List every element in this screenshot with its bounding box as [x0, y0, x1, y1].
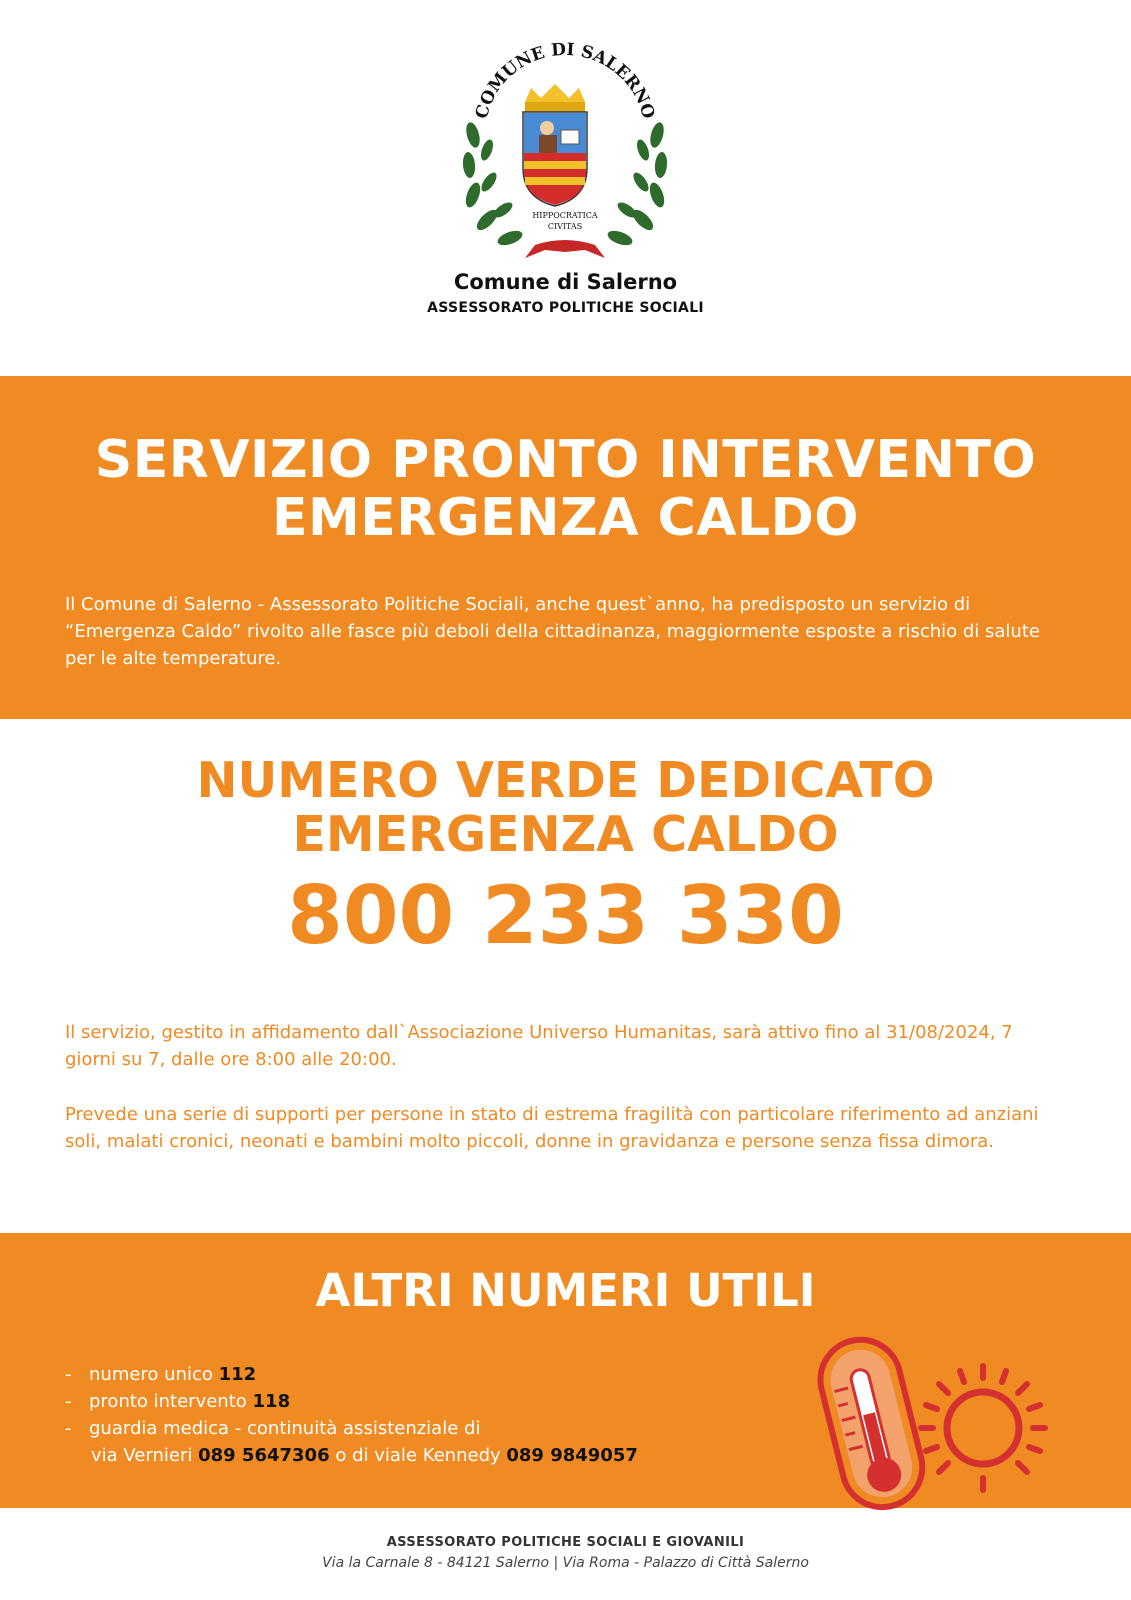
service-intro-text: Il Comune di Salerno - Assessorato Politiche Sociali, anche quest`anno, ha predisposto un servizio di “Emergenza Caldo” rivolto alle fasce più deboli della cittadinanza, maggiormente esposte a rischio di salute per le alte temperature.: [65, 594, 1040, 669]
list-dash: -: [65, 1391, 72, 1412]
header: [0, 0, 1131, 375]
service-support-text: Prevede una serie di supporti per persone in stato di estrema fragilità con particolare riferimento ad anziani soli, malati cronici, neonati e bambini molto piccoli, donne in gravidanza e persone senza fissa dimora.: [65, 1104, 1039, 1152]
list-item: [65, 1442, 785, 1469]
org-department: ASSESSORATO POLITICHE SOCIALI: [427, 300, 704, 316]
other-numbers-title: ALTRI NUMERI UTILI: [315, 1264, 816, 1317]
service-schedule-text: Il servizio, gestito in affidamento dall`Associazione Universo Humanitas, sarà attivo fino al 31/08/2024, 7 giorni su 7, dalle ore 8:00 alle 20:00.: [65, 1022, 1013, 1070]
laurel-left-icon: [462, 121, 524, 248]
thermometer-sun-icon: [815, 1328, 1055, 1513]
list-item: [65, 1388, 785, 1415]
crest-motto-line1: HIPPOCRATICA: [532, 211, 598, 220]
list-item: [65, 1415, 785, 1442]
footer-address: Via la Carnale 8 - 84121 Salerno | Via Roma - Palazzo di Città Salerno: [322, 1555, 809, 1571]
other-numbers-list: [65, 1361, 785, 1469]
hotline-title-line1: NUMERO VERDE DEDICATO: [196, 752, 935, 809]
list-item: [65, 1361, 785, 1388]
number-viale-kennedy[interactable]: 089 9849057: [506, 1445, 638, 1466]
item-label-pronto-intervento: pronto intervento: [89, 1391, 253, 1412]
laurel-right-icon: [606, 121, 668, 248]
footer-office: ASSESSORATO POLITICHE SOCIALI E GIOVANILI: [386, 1535, 745, 1550]
org-name: Comune di Salerno: [453, 270, 678, 294]
list-dash: -: [65, 1418, 72, 1439]
hotline-section: [0, 719, 1131, 1233]
service-title-line1: SERVIZIO PRONTO INTERVENTO: [94, 430, 1037, 490]
toll-free-number[interactable]: 800 233 330: [287, 869, 844, 962]
service-intro-band: [0, 376, 1131, 719]
number-via-vernieri[interactable]: 089 5647306: [198, 1445, 330, 1466]
other-numbers-band: [0, 1233, 1131, 1508]
crest-arc-text: COMUNE DI SALERNO: [471, 40, 659, 122]
service-title-line2: EMERGENZA CALDO: [271, 488, 859, 548]
item-label-via-vernieri: via Vernieri: [91, 1445, 199, 1466]
item-label-numero-unico: numero unico: [89, 1364, 219, 1385]
sun-icon: [921, 1366, 1045, 1490]
number-112[interactable]: 112: [218, 1364, 257, 1385]
hotline-title: [0, 754, 1131, 862]
service-title: [0, 431, 1131, 547]
footer: [0, 1508, 1131, 1600]
list-dash: -: [65, 1364, 72, 1385]
hotline-title-line2: EMERGENZA CALDO: [292, 806, 839, 863]
crest-motto-line2: CIVITAS: [547, 222, 583, 231]
number-118[interactable]: 118: [252, 1391, 291, 1412]
salerno-crest-logo: [455, 40, 675, 260]
item-label-guardia-medica: guardia medica - continuità assistenziale di: [89, 1418, 481, 1439]
item-label-viale-kennedy: o di viale Kennedy: [329, 1445, 507, 1466]
